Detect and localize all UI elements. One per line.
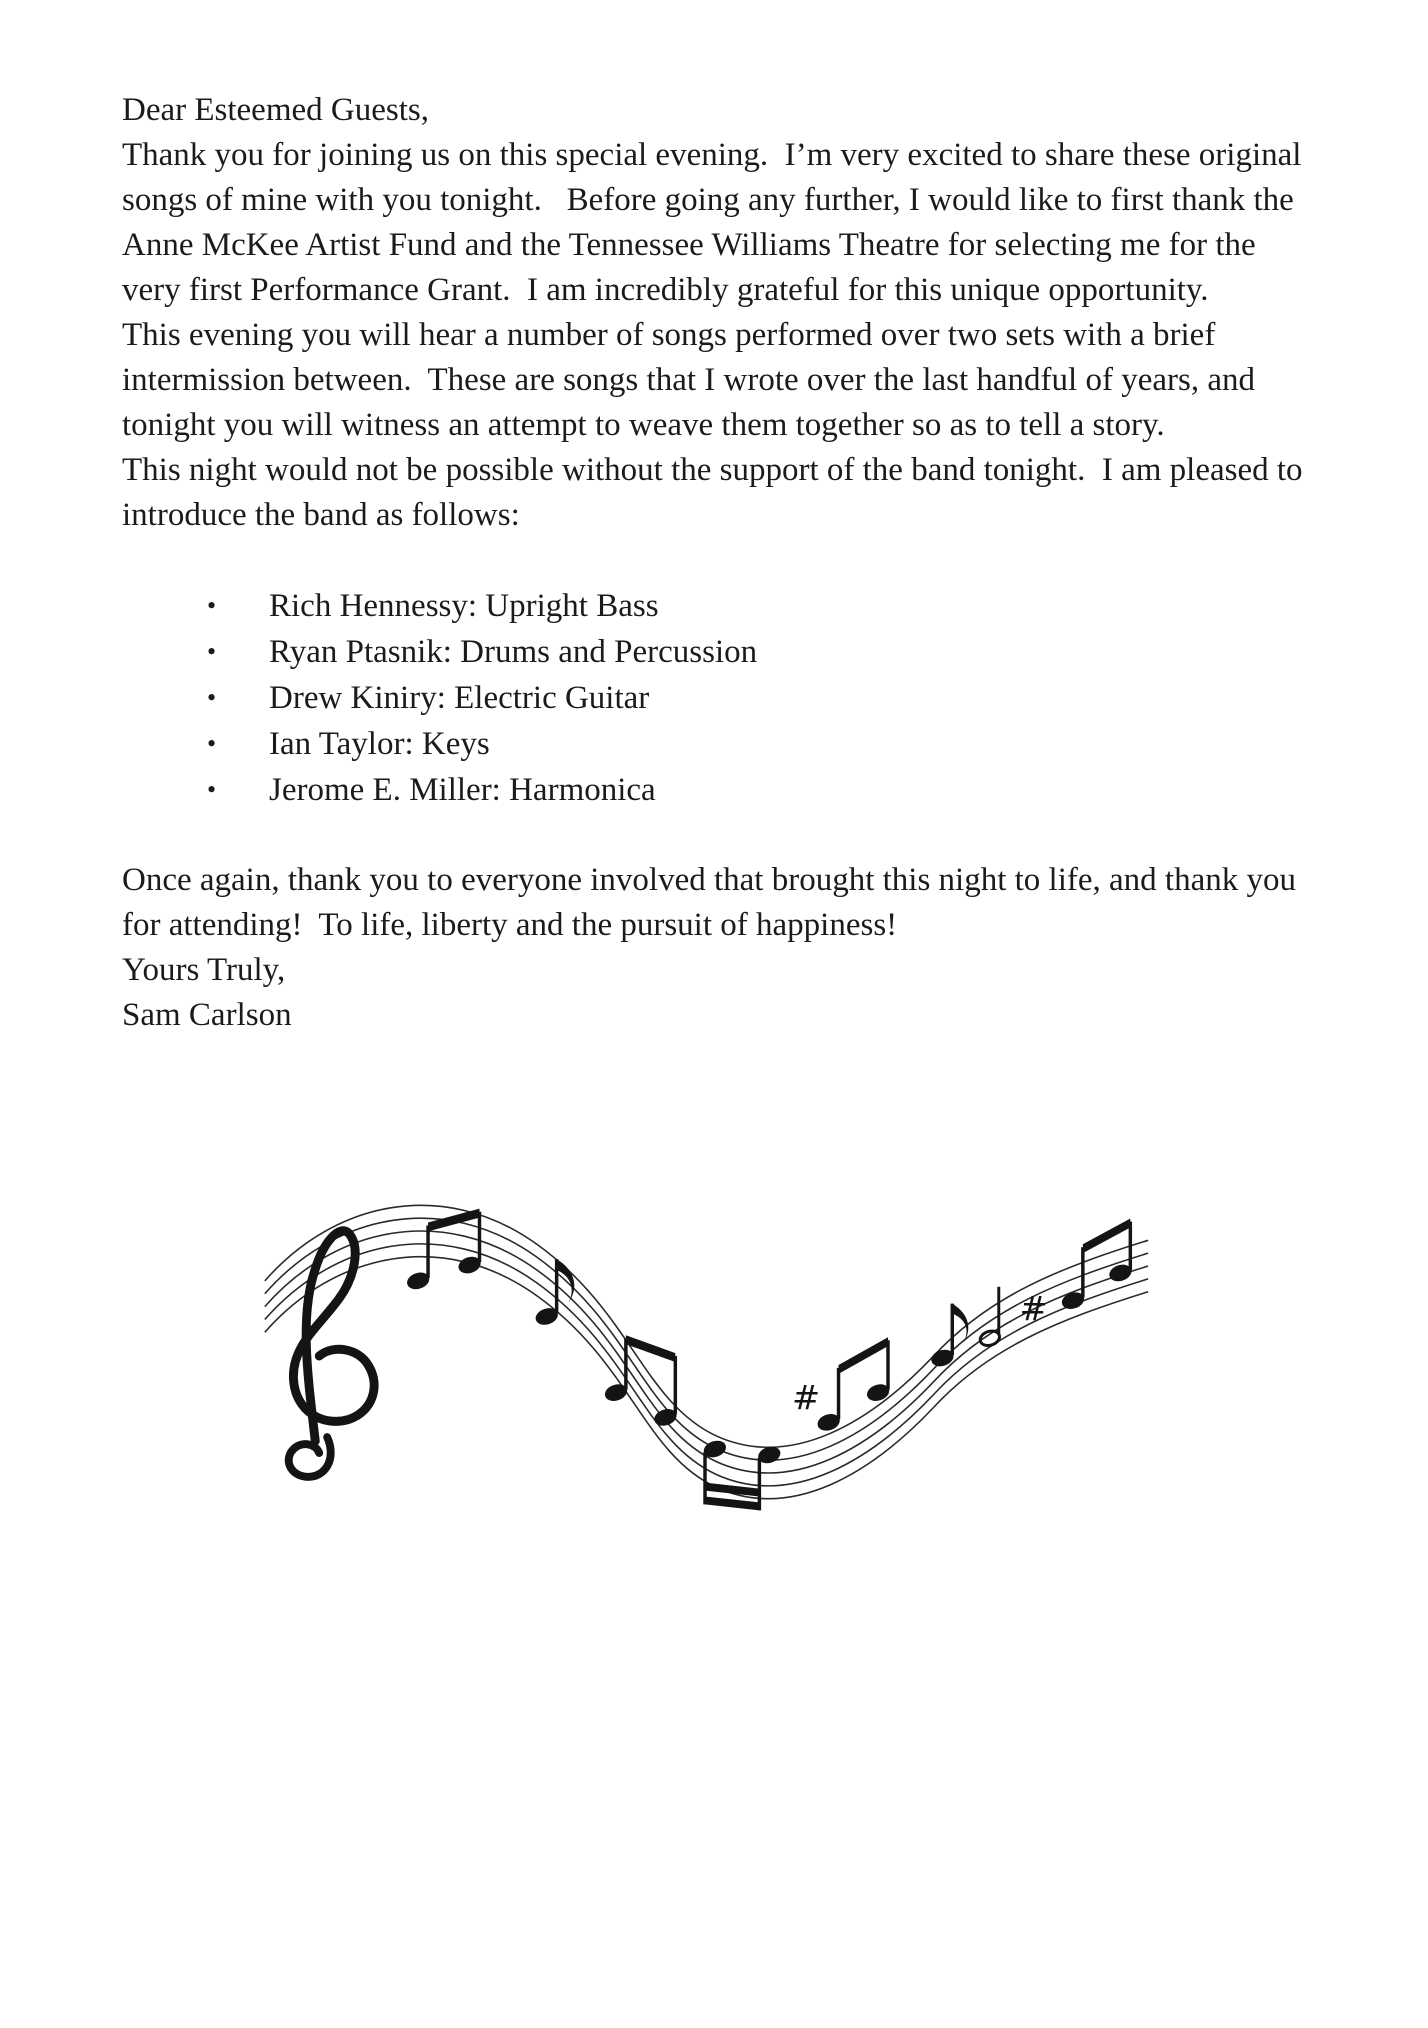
valediction: Yours Truly, <box>122 952 286 988</box>
bullet-icon: • <box>207 637 217 666</box>
salutation: Dear Esteemed Guests, <box>122 92 429 128</box>
bullet-icon: • <box>207 683 217 712</box>
bullet-icon: • <box>207 591 217 620</box>
list-item <box>207 721 1307 767</box>
band-member-name: Drew Kiniry: Electric Guitar <box>269 680 650 716</box>
paragraph-band-intro: This night would not be possible without the support of the band tonight. I am pleased to introduce the band as follows: <box>122 452 1311 533</box>
list-item <box>207 675 1307 721</box>
band-member-list <box>122 583 1307 813</box>
band-member-name: Jerome E. Miller: Harmonica <box>269 772 656 808</box>
list-item <box>207 629 1307 675</box>
paragraph-closing: Once again, thank you to everyone involved that brought this night to life, and thank you for attending! To life, liberty and the pursuit of happiness! <box>122 862 1305 943</box>
band-member-name: Ian Taylor: Keys <box>269 726 490 762</box>
music-staff-graphic <box>250 1188 1160 1532</box>
paragraph-evening-overview: This evening you will hear a number of songs performed over two sets with a brief intermission between. These are songs that I wrote over the last handful of years, and tonight you will witness an attempt to weave them together so as to tell a story. <box>122 317 1264 443</box>
band-member-name: Rich Hennessy: Upright Bass <box>269 588 659 624</box>
paragraph-thank-you: Thank you for joining us on this special evening. I’m very excited to share these original songs of mine with you tonight. Before going any further, I would like to first thank the Anne McKee Artist Fund and the Tennessee Williams Theatre for selecting me for the very first Performance Grant. I am incredibly grateful for this unique opportunity. <box>122 137 1310 308</box>
bullet-icon: • <box>207 775 217 804</box>
svg-text:#: # <box>1019 1289 1048 1329</box>
list-item <box>207 767 1307 813</box>
signature-name: Sam Carlson <box>122 997 292 1033</box>
list-item <box>207 583 1307 629</box>
music-notes-icons <box>406 1209 1134 1511</box>
music-notes-flourish <box>250 1188 1160 1532</box>
treble-clef-icon <box>289 1231 374 1477</box>
band-member-name: Ryan Ptasnik: Drums and Percussion <box>269 634 758 670</box>
bullet-icon: • <box>207 729 217 758</box>
svg-text:#: # <box>792 1378 821 1418</box>
